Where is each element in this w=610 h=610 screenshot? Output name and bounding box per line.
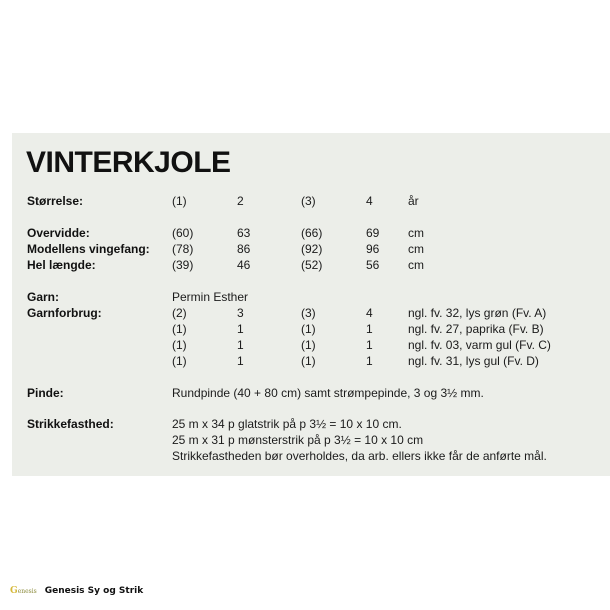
measurement-value: 46 (237, 258, 251, 272)
yarn-usage-value: (1) (172, 338, 187, 352)
measurement-value: (52) (301, 258, 323, 272)
measurement-value: 69 (366, 226, 380, 240)
pattern-title: VINTERKJOLE (26, 146, 231, 179)
shop-name: Genesis Sy og Strik (44, 586, 144, 596)
gauge-line: 25 m x 31 p mønsterstrik på p 3½ = 10 x 10 cm (172, 433, 424, 447)
yarn-color-desc: ngl. fv. 31, lys gul (Fv. D) (408, 354, 539, 368)
yarn-usage-value: (2) (172, 306, 187, 320)
needles-value: Rundpinde (40 + 80 cm) samt strømpepinde, 3 og 3½ mm. (172, 386, 484, 400)
measurement-value: (92) (301, 242, 323, 256)
needles-label: Pinde: (27, 386, 64, 400)
measurement-value: (66) (301, 226, 323, 240)
measurement-label: Modellens vingefang: (27, 242, 150, 256)
measurement-value: 56 (366, 258, 380, 272)
yarn-usage-value: (1) (301, 354, 316, 368)
measurement-value: 86 (237, 242, 251, 256)
yarn-usage-value: 1 (237, 322, 244, 336)
measurement-value: 63 (237, 226, 251, 240)
yarn-usage-value: (1) (301, 322, 316, 336)
yarn-label: Garn: (27, 290, 60, 304)
size-value: 4 (366, 194, 373, 208)
shop-footer (10, 584, 143, 598)
measurement-label: Overvidde: (27, 226, 90, 240)
yarn-color-desc: ngl. fv. 03, varm gul (Fv. C) (408, 338, 551, 352)
yarn-usage-value: (1) (172, 322, 187, 336)
yarn-usage-value: 1 (366, 322, 373, 336)
size-unit: år (408, 194, 419, 208)
yarn-usage-value: 3 (237, 306, 244, 320)
gauge-line: Strikkefastheden bør overholdes, da arb. ellers ikke får de anførte mål. (172, 449, 547, 463)
size-value: 2 (237, 194, 244, 208)
yarn-usage-value: 4 (366, 306, 373, 320)
gauge-label: Strikkefasthed: (27, 417, 114, 431)
yarn-usage-value: 1 (237, 338, 244, 352)
yarn-usage-value: (3) (301, 306, 316, 320)
yarn-usage-value: (1) (172, 354, 187, 368)
measurement-unit: cm (408, 226, 424, 240)
size-label: Størrelse: (27, 194, 84, 208)
size-value: (1) (172, 194, 187, 208)
yarn-color-desc: ngl. fv. 27, paprika (Fv. B) (408, 322, 544, 336)
gauge-line: 25 m x 34 p glatstrik på p 3½ = 10 x 10 cm. (172, 417, 402, 431)
measurement-label: Hel længde: (27, 258, 96, 272)
yarn-color-desc: ngl. fv. 32, lys grøn (Fv. A) (408, 306, 547, 320)
measurement-value: (60) (172, 226, 194, 240)
yarn-usage-value: 1 (366, 338, 373, 352)
yarn-usage-value: 1 (366, 354, 373, 368)
yarn-value: Permin Esther (172, 290, 249, 304)
measurement-unit: cm (408, 242, 424, 256)
genesis-logo-icon: G enesis (10, 586, 37, 596)
yarn-usage-value: 1 (237, 354, 244, 368)
measurement-value: (78) (172, 242, 194, 256)
measurement-value: 96 (366, 242, 380, 256)
yarn-usage-value: (1) (301, 338, 316, 352)
measurement-value: (39) (172, 258, 194, 272)
measurement-unit: cm (408, 258, 424, 272)
size-value: (3) (301, 194, 316, 208)
yarn-usage-label: Garnforbrug: (27, 306, 102, 320)
